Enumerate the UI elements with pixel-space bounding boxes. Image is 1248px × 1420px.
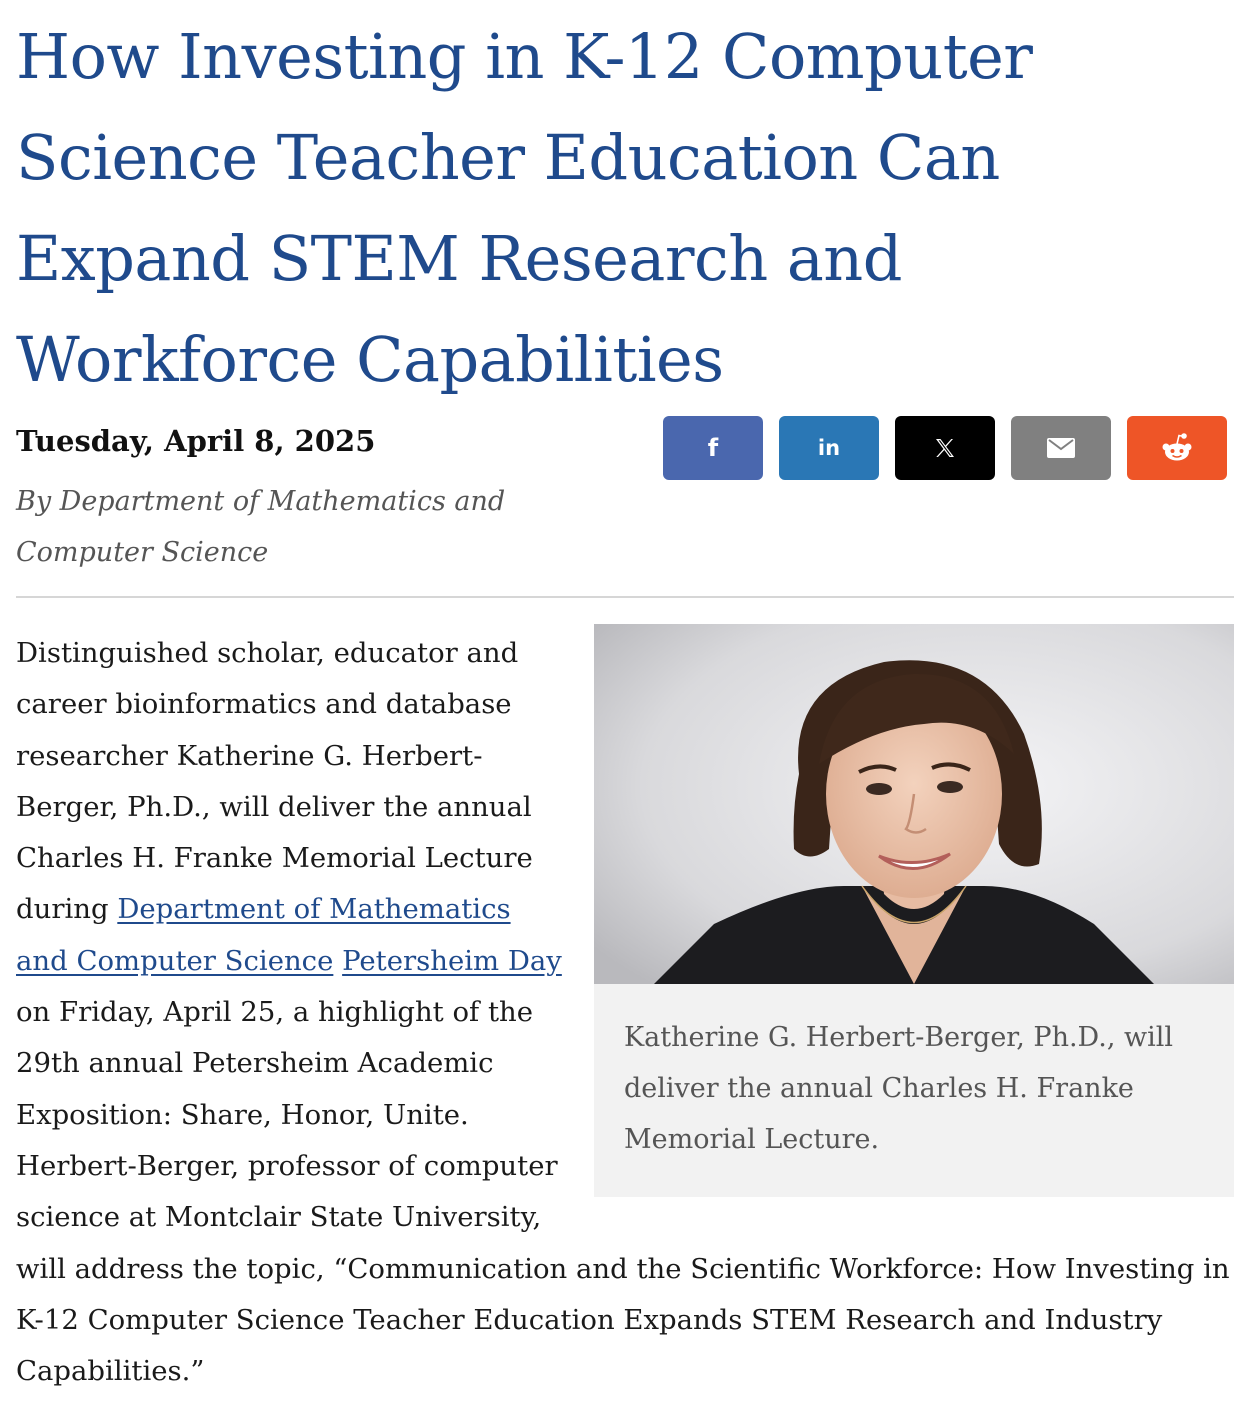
petersheim-day-link[interactable]: Petersheim Day bbox=[342, 944, 562, 977]
article-meta bbox=[16, 416, 1234, 606]
linkedin-icon: in bbox=[817, 436, 841, 460]
portrait-photo bbox=[594, 624, 1234, 984]
article-page bbox=[16, 0, 1234, 1388]
share-buttons bbox=[663, 416, 1227, 480]
facebook-icon: f bbox=[707, 434, 719, 462]
mail-icon bbox=[1046, 437, 1076, 459]
share-x-button[interactable] bbox=[895, 416, 995, 480]
article-title: How Investing in K-12 Computer Science Teacher Education Can Expand STEM Research and Workforce Capabilities bbox=[16, 20, 1033, 396]
body-text-3: on Friday, April 25, a highlight of the 29th annual Petersheim Academic Exposition: Share, Honor, Unite. Herbert-Berger, professor of computer science at Montclair State University, will address the topic, “Communication and the Scientific Workforce: How Investing in K-12 Computer Science Teacher Education Expands STEM Research and Industry Capabilities.” bbox=[16, 996, 1230, 1388]
share-linkedin-button[interactable] bbox=[779, 416, 879, 480]
divider bbox=[16, 596, 1234, 598]
department-link[interactable]: Department of Mathematics and Computer Science bbox=[16, 893, 511, 977]
figure-caption: Katherine G. Herbert-Berger, Ph.D., will deliver the annual Charles H. Franke Memorial Lecture. bbox=[624, 1022, 1174, 1155]
share-email-button[interactable] bbox=[1011, 416, 1111, 480]
body-text-2 bbox=[333, 945, 342, 977]
share-facebook-button[interactable] bbox=[663, 416, 763, 480]
x-icon bbox=[933, 436, 957, 460]
reddit-icon bbox=[1160, 432, 1194, 464]
share-reddit-button[interactable] bbox=[1127, 416, 1227, 480]
article-figure bbox=[594, 624, 1234, 1197]
publish-date: Tuesday, April 8, 2025 bbox=[16, 424, 376, 458]
article-content bbox=[16, 624, 1234, 1397]
body-text-1: Distinguished scholar, educator and career bioinformatics and database researcher Katherine G. Herbert-Berger, Ph.D., will deliver the annual Charles H. Franke Memorial Lecture during bbox=[16, 637, 533, 926]
byline: By Department of Mathematics and Computer Science bbox=[16, 486, 506, 568]
